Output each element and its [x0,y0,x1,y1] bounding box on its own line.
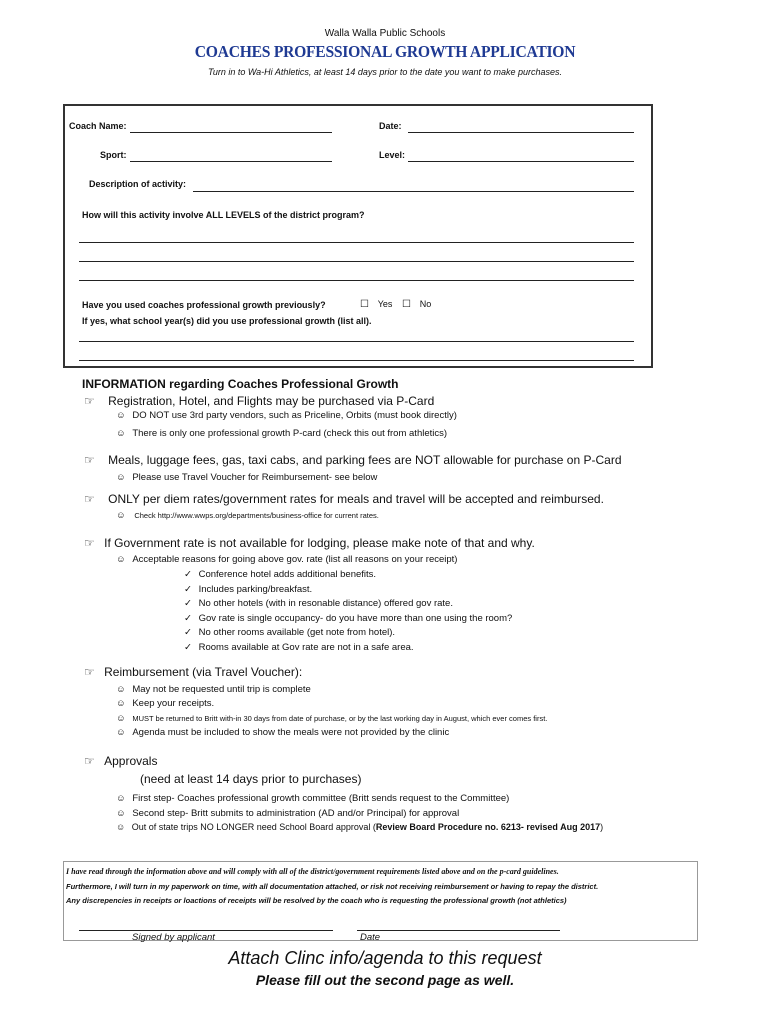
board-procedure-reference: Review Board Procedure no. 6213- revised Aug 2017 [375,822,601,832]
smiley-icon: ☺ [116,793,126,804]
application-form-box [63,104,653,368]
smiley-icon: ☺ [116,554,126,565]
govrate-sub-1 [116,554,457,565]
reimbursement-sub [116,727,449,738]
description-field[interactable] [193,191,634,192]
pointing-hand-icon: ☞ [84,665,95,679]
govrate-reason [184,642,414,653]
pointing-hand-icon: ☞ [84,394,95,408]
levels-answer-line-3[interactable] [79,280,634,281]
attach-instruction: Attach Clinc info/agenda to this request [228,948,542,968]
pointing-hand-icon: ☞ [84,754,95,768]
signature-date-label: Date [360,932,381,943]
levels-answer-line-1[interactable] [79,242,634,243]
approvals-sub-1-text: First step- Coaches professional growth committee (Britt sends request to the Committee) [132,793,510,804]
smiley-icon: ☺ [116,698,126,709]
approvals-sub-1 [116,793,509,804]
perdiem-sub-1-text: Check http://www.wwps.org/departments/business-office for current rates. [134,511,379,520]
approvals-sub-3-text: Out of state trips NO LONGER need School Board approval ( [131,822,376,832]
description-label: Description of activity: [89,179,187,189]
reimbursement-text: Reimbursement (via Travel Voucher): [104,665,303,679]
smiley-icon: ☺ [116,472,126,483]
registration-item [84,394,434,408]
years-answer-line-2[interactable] [79,360,634,361]
perdiem-text: ONLY per diem rates/government rates for meals and travel will be accepted and reimbursed. [108,492,604,506]
no-label: No [419,299,432,309]
page-title: COACHES PROFESSIONAL GROWTH APPLICATION [194,42,576,61]
check-icon: ✓ [184,584,192,595]
checkbox-icon[interactable]: ☐ [360,299,369,310]
govrate-reason-text: No other hotels (with in resonable distance) offered gov rate. [198,598,453,609]
reimbursement-item [84,665,302,679]
sport-label: Sport: [100,150,127,160]
checkbox-icon[interactable]: ☐ [402,299,411,310]
smiley-icon: ☺ [116,727,126,738]
school-name: Walla Walla Public Schools [324,28,446,39]
check-icon: ✓ [184,598,192,609]
reimbursement-sub-text: Keep your receipts. [132,698,215,709]
govrate-reason [184,613,512,624]
signature-field[interactable] [79,930,333,931]
govrate-reason [184,569,376,580]
perdiem-item [84,492,604,506]
approvals-sub-3-close: ) [600,822,604,832]
approvals-sub-3 [116,822,603,832]
govrate-reason-text: No other rooms available (get note from hotel). [198,627,396,638]
registration-sub-2-text: There is only one professional growth P-card (check this out from athletics) [132,428,448,439]
check-icon: ✓ [184,642,192,653]
smiley-icon: ☺ [116,510,126,521]
meals-item [84,453,622,467]
meals-sub-1-text: Please use Travel Voucher for Reimbursement- see below [132,472,378,483]
coach-name-label: Coach Name: [69,121,127,131]
approvals-sub-2-text: Second step- Britt submits to administration (AD and/or Principal) for approval [132,808,460,819]
check-icon: ✓ [184,613,192,624]
reimbursement-sub-text: MUST be returned to Britt with-in 30 days from date of purchase, or by the last working day in August, which ever comes first. [132,714,548,723]
govrate-reason [184,584,312,595]
date-label: Date: [379,121,402,131]
smiley-icon: ☺ [116,713,126,724]
date-field[interactable] [408,132,634,133]
smiley-icon: ☺ [116,410,126,421]
no-option[interactable] [402,299,431,310]
yes-label: Yes [377,299,393,309]
yes-option[interactable] [360,299,392,310]
years-question: If yes, what school year(s) did you use professional growth (list all). [82,316,372,326]
ack-line-2: Furthermore, I will turn in my paperwork on time, with all documentation attached, or risk not receiving reimbursement or having to repay the district. [66,882,599,891]
govrate-item [84,536,535,550]
sport-field[interactable] [130,161,332,162]
level-field[interactable] [408,161,634,162]
smiley-icon: ☺ [116,822,126,832]
registration-sub-2 [116,428,447,439]
smiley-icon: ☺ [116,428,126,439]
approvals-text: Approvals [104,754,158,768]
reimbursement-sub-text: May not be requested until trip is complete [132,684,311,695]
pointing-hand-icon: ☞ [84,536,95,550]
govrate-reason [184,627,395,638]
info-heading: INFORMATION regarding Coaches Professional Growth [82,377,399,391]
govrate-text: If Government rate is not available for lodging, please make note of that and why. [104,536,535,550]
signature-date-field[interactable] [357,930,560,931]
govrate-reason-text: Conference hotel adds additional benefits. [198,569,377,580]
second-page-instruction: Please fill out the second page as well. [255,972,515,988]
smiley-icon: ☺ [116,808,126,819]
registration-sub-1-text: DO NOT use 3rd party vendors, such as Priceline, Orbits (must book directly) [132,410,457,421]
meals-text: Meals, luggage fees, gas, taxi cabs, and parking fees are NOT allowable for purchase on P-Card [108,453,622,467]
registration-text: Registration, Hotel, and Flights may be purchased via P-Card [108,394,435,408]
used-before-question: Have you used coaches professional growth previously? [82,300,326,310]
check-icon: ✓ [184,627,192,638]
smiley-icon: ☺ [116,684,126,695]
level-label: Level: [379,150,406,160]
check-icon: ✓ [184,569,192,580]
reimbursement-sub [116,713,547,724]
page-subtitle: Turn in to Wa-Hi Athletics, at least 14 days prior to the date you want to make purchases. [207,67,562,77]
reimbursement-sub [116,698,214,709]
govrate-reason [184,598,453,609]
pointing-hand-icon: ☞ [84,453,95,467]
levels-answer-line-2[interactable] [79,261,634,262]
perdiem-sub-1 [116,510,379,521]
signed-by-label: Signed by applicant [132,932,215,943]
govrate-reason-text: Gov rate is single occupancy- do you have more than one using the room? [198,613,513,624]
levels-question: How will this activity involve ALL LEVELS of the district program? [82,210,365,220]
govrate-reason-text: Includes parking/breakfast. [198,584,313,595]
approvals-item [84,754,157,768]
meals-sub-1 [116,472,377,483]
reimbursement-sub-text: Agenda must be included to show the meals were not provided by the clinic [132,727,450,738]
coach-name-field[interactable] [130,132,332,133]
govrate-reason-text: Rooms available at Gov rate are not in a safe area. [198,642,414,653]
years-answer-line-1[interactable] [79,341,634,342]
reimbursement-sub [116,684,311,695]
registration-sub-1 [116,410,457,421]
pointing-hand-icon: ☞ [84,492,95,506]
govrate-sub-1-text: Acceptable reasons for going above gov. rate (list all reasons on your receipt) [132,554,458,565]
ack-line-3: Any discrepencies in receipts or loactions of receipts will be resolved by the coach who is requesting the professional growth (not athletics) [66,896,567,905]
ack-line-1: I have read through the information above and will comply with all of the district/government requirements listed above and on the p-card guidelines. [66,867,559,876]
approvals-sub-2 [116,808,459,819]
approvals-note: (need at least 14 days prior to purchases) [140,772,362,786]
